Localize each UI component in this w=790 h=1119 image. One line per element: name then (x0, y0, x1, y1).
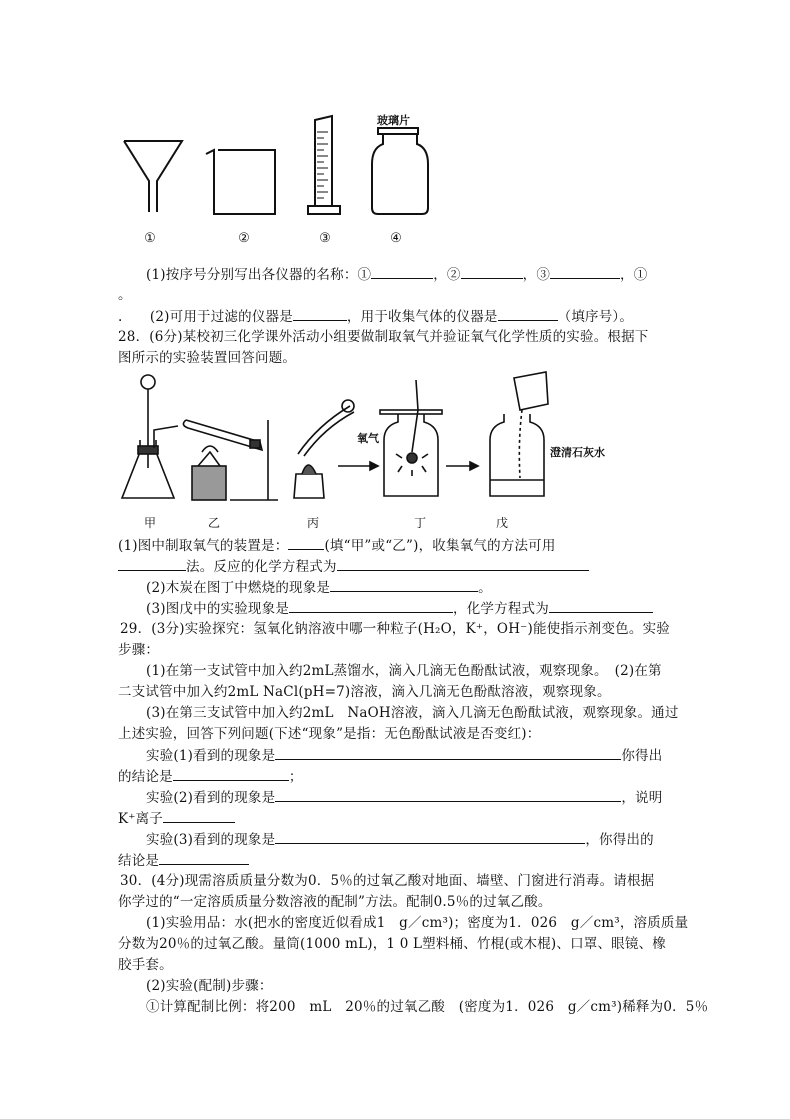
beaker-icon (206, 150, 275, 214)
q28-answer-3: (3)图戊中的实验现象是 ，化学方程式为 (146, 598, 653, 619)
instrument-number-1: ① (144, 231, 156, 246)
q29-step-3-cont: 上述实验，回答下列问题(下述“现象”是指：无色酚酞试液是否变红)： (118, 726, 541, 742)
gas-bottle-icon (372, 128, 428, 214)
apparatus-label-wu: 戊 (495, 516, 508, 530)
q28-answer-1-cont: 法。反应的化学方程式为 (118, 556, 589, 577)
apparatus-label-yi: 乙 (207, 516, 220, 530)
q29-exp1-cont: 的结论是 ； (118, 766, 303, 787)
q30-line-1: 30．(4分)现需溶质质量分数为0．5％的过氧乙酸对地面、墙壁、门窗进行消毒。请根据 (120, 873, 655, 889)
process-arrow-icon (338, 462, 478, 470)
q29-intro-line2: 步骤： (118, 642, 160, 658)
q27-part1-cont: 。 (118, 287, 132, 303)
q29-step-1-cont: 二支试管中加入约2mL NaCl(pH=7)溶液，滴入几滴无色酚酞溶液，观察现象。 (118, 684, 611, 700)
q29-exp2-cont: K⁺离子 (118, 808, 235, 829)
q29-exp2: 实验(2)看到的现象是 ，说明 (146, 787, 662, 808)
q29-exp3-cont: 结论是 (118, 850, 249, 871)
q29-step-3: (3)在第三支试管中加入约2mL NaOH溶液，滴入几滴无色酚酞试液，观察现象。通过 (146, 705, 679, 721)
limewater-bottle-icon (490, 372, 548, 496)
apparatus-label-ding: 丁 (413, 516, 426, 530)
tongs-over-lamp-icon (294, 400, 354, 498)
q30-line-3: (1)实验用品：水(把水的密度近似看成1 g／cm³)；密度为1．026 g／cm³，溶质质量 (146, 915, 689, 931)
instrument-number-3: ③ (319, 231, 331, 246)
instrument-number-4: ④ (390, 231, 402, 246)
q27-part1: (1)按序号分别写出各仪器的名称：① ，② ，③ ，① (146, 264, 647, 285)
q30-line-6: (2)实验(配制)步骤： (146, 978, 273, 994)
q29-exp1: 实验(1)看到的现象是 你得出 (146, 745, 662, 766)
instrument-number-2: ② (238, 231, 250, 246)
q30-line-5: 胶手套。 (118, 957, 173, 973)
oxygen-label: 氧气 (357, 432, 379, 445)
q29-intro-line1: 29．(3分)实验探究：氢氧化钠溶液中哪一种粒子(H₂O，K⁺，OH⁻)能使指示剂变色。实验 (120, 621, 670, 637)
q28-intro-line2: 图所示的实验装置回答问题。 (118, 350, 297, 366)
funnel-icon (124, 141, 182, 212)
graduated-cylinder-icon (308, 116, 340, 214)
q28-answer-2: (2)木炭在图丁中燃烧的现象是 。 (146, 577, 492, 598)
q30-line-2: 你学过的“一定溶质质量分数溶液的配制”方法。配制0.5％的过氧乙酸。 (118, 894, 552, 910)
q30-line-4: 分数为20％的过氧乙酸。量筒(1000 mL)，1 0 L塑料桶、竹棍(或木棍)、口罩、眼镜、橡 (118, 936, 666, 952)
q30-line-7: ①计算配制比例：将200 mL 20％的过氧乙酸 (密度为1．026 g／cm³)稀释为0．5％ (146, 999, 709, 1015)
q27-part2: . (2)可用于过滤的仪器是 ，用于收集气体的仪器是 （填序号）。 (118, 306, 633, 327)
flask-with-funnel-icon (122, 375, 178, 498)
q28-answer-1: (1)图中制取氧气的装置是： (填“甲”或“乙”)，收集氧气的方法可用 (118, 535, 556, 556)
q28-intro-line1: 28．(6分)某校初三化学课外活动小组要做制取氧气并验证氧气化学性质的实验。根据下 (118, 329, 649, 345)
oxygen-bottle-burning-icon (380, 380, 442, 496)
cylinder-scale-marks (317, 132, 328, 198)
glass-plate-label: 玻璃片 (377, 114, 410, 127)
apparatus-label-jia: 甲 (143, 516, 156, 530)
q29-exp3: 实验(3)看到的现象是 ，你得出的 (146, 829, 654, 850)
q29-step-1: (1)在第一支试管中加入约2mL蒸馏水，滴入几滴无色酚酞试液，观察现象。 (2)在第 (146, 663, 662, 679)
test-tube-heating-icon (183, 420, 278, 500)
apparatus-label-bing: 丙 (306, 516, 319, 530)
limewater-label: 澄清石灰水 (550, 446, 605, 459)
